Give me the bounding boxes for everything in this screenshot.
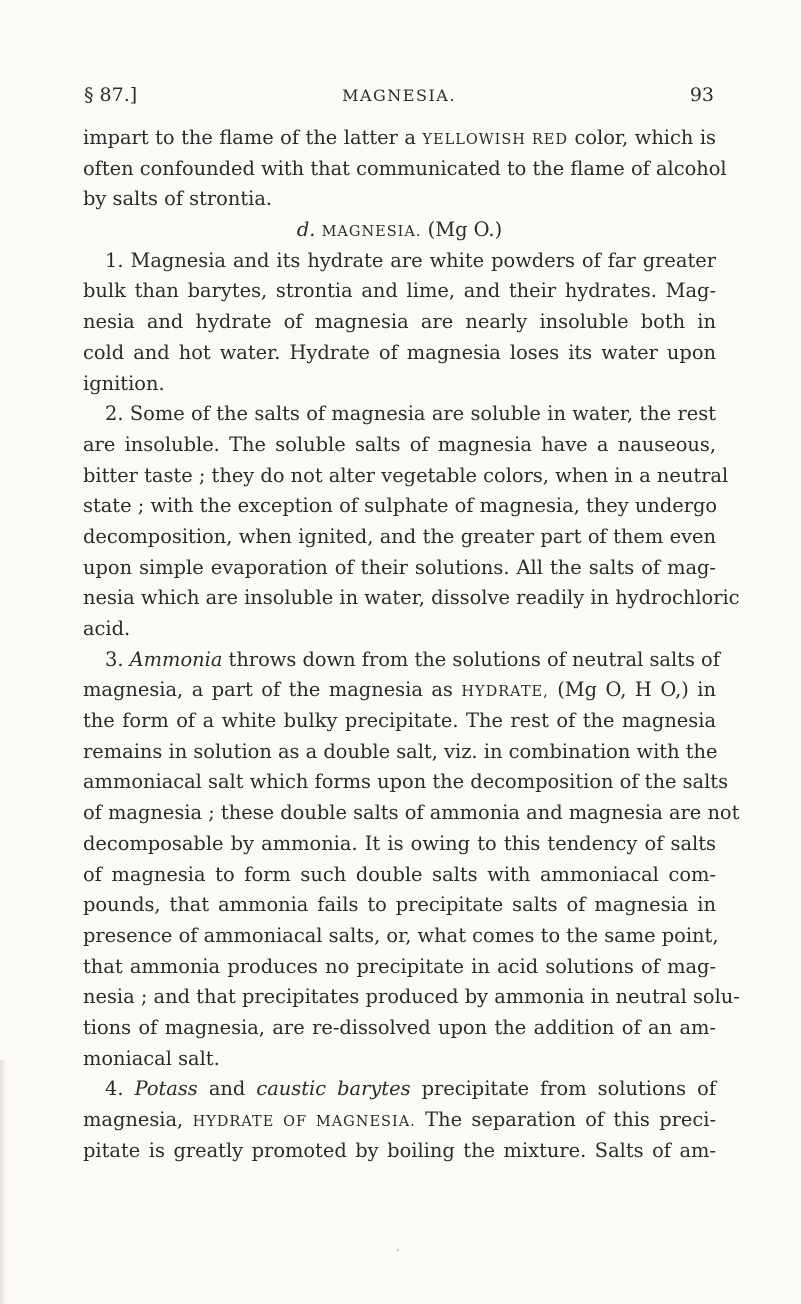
italic-term: caustic barytes bbox=[256, 1077, 411, 1101]
text-run: are insoluble. The soluble salts of magnesia have a nauseous, bbox=[83, 432, 716, 456]
small-caps-term: MAGNESIA. bbox=[321, 224, 422, 241]
text-line bbox=[83, 1136, 716, 1167]
page-number: 93 bbox=[689, 84, 714, 106]
text-line bbox=[83, 1013, 716, 1044]
text-run: upon simple evaporation of their solutions. All the salts of mag- bbox=[83, 555, 716, 579]
text-run: The separation of this preci- bbox=[415, 1108, 716, 1131]
text-run: 2. Some of the salts of magnesia are soluble in water, the rest bbox=[105, 402, 716, 426]
text-line bbox=[83, 491, 716, 522]
text-run: ignition. bbox=[83, 371, 165, 395]
text-line bbox=[83, 184, 716, 215]
text-line bbox=[83, 461, 729, 492]
text-run: ammoniacal salt which forms upon the decomposition of the salts bbox=[83, 770, 729, 794]
text-run: often confounded with that communicated to the flame of alcohol bbox=[83, 156, 727, 180]
text-line bbox=[83, 614, 716, 645]
text-line bbox=[83, 706, 716, 737]
text-run: nesia which are insoluble in water, dissolve readily in hydrochloric bbox=[83, 586, 740, 610]
text-run: 4. bbox=[105, 1077, 135, 1101]
text-run: precipitate from solutions of bbox=[410, 1077, 716, 1101]
text-line bbox=[83, 645, 720, 676]
text-run: tions of magnesia, are re-dissolved upon the addition of an am- bbox=[83, 1015, 716, 1039]
text-run: (Mg O.) bbox=[421, 218, 503, 242]
text-line bbox=[83, 307, 716, 338]
italic-term: Potass bbox=[134, 1077, 198, 1101]
text-run: bulk than barytes, strontia and lime, and their hydrates. Mag- bbox=[83, 279, 716, 303]
text-run: magnesia, bbox=[83, 1108, 193, 1131]
text-run: moniacal salt. bbox=[83, 1046, 220, 1070]
text-line bbox=[83, 430, 716, 461]
text-run: that ammonia produces no precipitate in acid solutions of mag- bbox=[83, 954, 716, 978]
ink-speck: · bbox=[396, 1244, 400, 1257]
text-run: pounds, that ammonia fails to precipitate salts of magnesia in bbox=[83, 893, 716, 917]
text-run: pitate is greatly promoted by boiling the mixture. Salts of am- bbox=[83, 1138, 716, 1162]
text-line bbox=[83, 982, 740, 1013]
text-line bbox=[83, 675, 716, 706]
text-run: 3. bbox=[105, 647, 130, 671]
text-line bbox=[83, 1074, 716, 1105]
text-run: of magnesia to form such double salts with ammoniacal com- bbox=[83, 862, 716, 886]
running-head bbox=[84, 84, 714, 114]
text-run: throws down from the solutions of neutral salts of bbox=[222, 647, 720, 671]
text-line bbox=[83, 952, 716, 983]
text-run: by salts of strontia. bbox=[83, 187, 273, 211]
text-line bbox=[83, 369, 716, 400]
text-run: 1. Magnesia and its hydrate are white powders of far greater bbox=[105, 248, 716, 272]
text-run: state ; with the exception of sulphate of magnesia, they undergo bbox=[83, 494, 718, 518]
text-line bbox=[83, 246, 716, 277]
text-line bbox=[83, 890, 716, 921]
text-line bbox=[83, 399, 716, 430]
text-run: presence of ammoniacal salts, or, what comes to the same point, bbox=[83, 923, 719, 947]
running-title: MAGNESIA. bbox=[342, 86, 456, 105]
text-line bbox=[83, 829, 716, 860]
text-run: impart to the flame of the latter a bbox=[83, 126, 423, 149]
text-run: bitter taste ; they do not alter vegetable colors, when in a neutral bbox=[83, 463, 729, 487]
text-line bbox=[83, 921, 719, 952]
text-line bbox=[83, 522, 716, 553]
italic-term: d. bbox=[296, 218, 316, 242]
text-line bbox=[83, 1105, 716, 1136]
text-run: decomposition, when ignited, and the greater part of them even bbox=[83, 524, 716, 548]
text-line bbox=[83, 553, 716, 584]
text-run: and bbox=[197, 1077, 257, 1101]
text-line bbox=[83, 154, 727, 185]
text-run: color, which is bbox=[568, 126, 716, 149]
text-line bbox=[83, 583, 740, 614]
text-run: nesia ; and that precipitates produced by ammonia in neutral solu- bbox=[83, 985, 740, 1009]
small-caps-term: HYDRATE, bbox=[461, 684, 549, 701]
text-line bbox=[83, 737, 716, 768]
text-line bbox=[83, 860, 716, 891]
body-text bbox=[83, 123, 740, 1166]
text-run: cold and hot water. Hydrate of magnesia loses its water upon bbox=[83, 340, 716, 364]
section-number: § 87.] bbox=[84, 84, 138, 106]
text-run: remains in solution as a double salt, viz. in combination with the bbox=[83, 739, 718, 763]
text-line bbox=[83, 215, 716, 246]
page-edge-shadow bbox=[0, 1060, 6, 1304]
text-run: of magnesia ; these double salts of ammonia and magnesia are not bbox=[83, 801, 740, 825]
text-run: decomposable by ammonia. It is owing to this tendency of salts bbox=[83, 831, 716, 855]
text-run: nesia and hydrate of magnesia are nearly insoluble both in bbox=[83, 310, 716, 334]
italic-term: Ammonia bbox=[129, 647, 223, 671]
small-caps-term: YELLOWISH RED bbox=[422, 132, 569, 148]
text-run: (Mg O, H O,) in bbox=[548, 678, 716, 702]
text-run: the form of a white bulky precipitate. The rest of the magnesia bbox=[83, 709, 716, 733]
text-line bbox=[83, 123, 716, 154]
text-run: acid. bbox=[83, 617, 131, 640]
text-line bbox=[83, 338, 716, 369]
small-caps-term: HYDRATE OF MAGNESIA. bbox=[192, 1114, 416, 1130]
text-line bbox=[83, 798, 740, 829]
text-run: magnesia, a part of the magnesia as bbox=[83, 678, 462, 702]
text-line bbox=[83, 767, 729, 798]
text-line bbox=[83, 1044, 716, 1075]
text-line bbox=[83, 276, 716, 307]
